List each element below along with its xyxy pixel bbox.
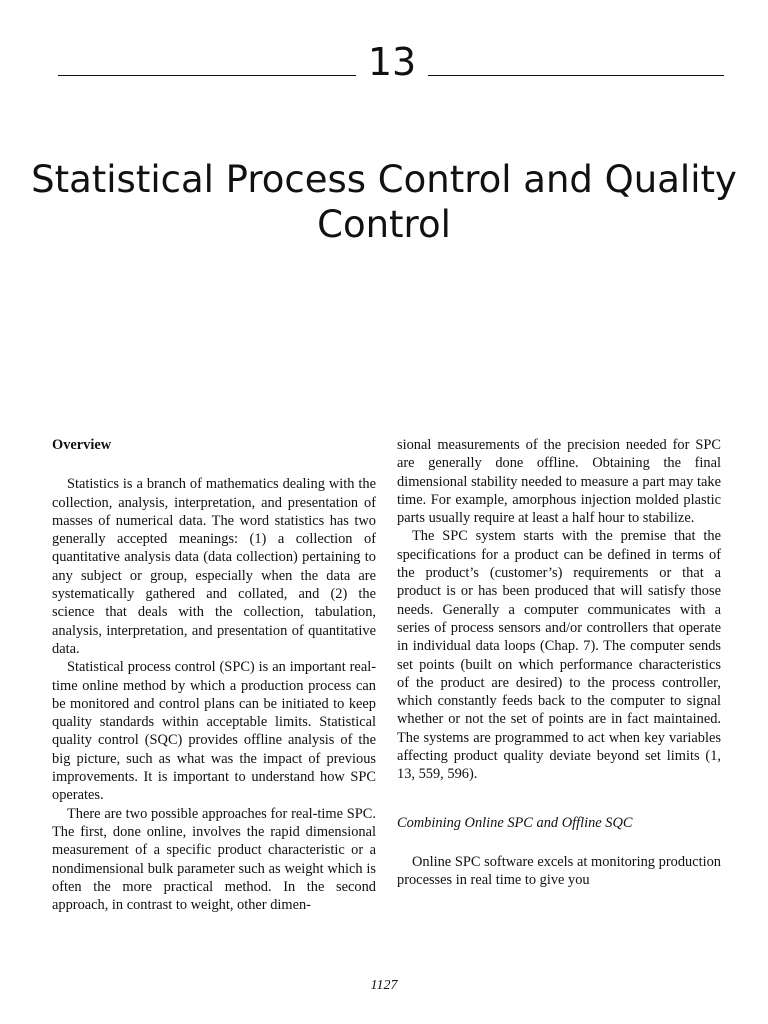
- page-number: 1127: [370, 978, 398, 993]
- chapter-rule-left: [58, 75, 356, 76]
- chapter-header: [58, 42, 724, 82]
- chapter-title: Statistical Process Control and Quality Control: [31, 158, 737, 246]
- paragraph-spc-system: The SPC system starts with the premise that the specifications for a product can be defined in terms of the product’s (customer’s) requirements or that a product is or has been produced that will satisfy those needs. Generally a computer communicates with a series of process sensors and/or controllers that operate in individual data loops (Chap. 7). The computer sends set points (built on which performance characteristics of the product are desired) to the process controller, which constantly feeds back to the computer to signal whether or not the set of points are in fact maintained. The systems are programmed to act when key variables affecting product quality deviate beyond set limits (1, 13, 559, 596).: [397, 528, 721, 783]
- right-column: [397, 436, 721, 890]
- paragraph-online-spc: Online SPC software excels at monitoring production processes in real time to give you: [397, 853, 721, 889]
- paragraph-spc-approaches: There are two possible approaches for real-time SPC. The first, done online, involves the rapid dimensional measurement of a specific product characteristic or a nondimensional bulk parameter such as weight which is often the more practical method. In the second approach, in contrast to weight, other dimen-: [52, 805, 376, 914]
- overview-heading: Overview: [52, 437, 112, 453]
- chapter-number: 13: [367, 40, 417, 84]
- paragraph-statistics-definition: Statistics is a branch of mathematics dealing with the collection, analysis, interpretation, and presentation of masses of numerical data. The word statistics has two generally accepted meanings: (1) a collection of quantitative analysis data (data collection) pertaining to any subject or group, especially when the data are systematically gathered and collated, and (2) the science that deals with the collection, tabulation, analysis, interpretation, and presentation of quantitative data.: [52, 476, 376, 657]
- chapter-rule-right: [428, 75, 724, 76]
- paragraph-spc-definition: Statistical process control (SPC) is an important real-time online method by which a production process can be monitored and control plans can be initiated to keep quality standards within acceptable limits. Statistical quality control (SQC) provides offline analysis of the big picture, such as what was the impact of previous improvements. It is important to understand how SPC operates.: [52, 659, 376, 804]
- left-column: [52, 436, 376, 914]
- section-subheading: Combining Online SPC and Offline SQC: [397, 814, 633, 831]
- paragraph-offline-measurements: sional measurements of the precision needed for SPC are generally done offline. Obtaining the final dimensional stability needed to measure a part may take time. For example, amorphous injection molded plastic parts usually require at least a half hour to stabilize.: [397, 437, 721, 527]
